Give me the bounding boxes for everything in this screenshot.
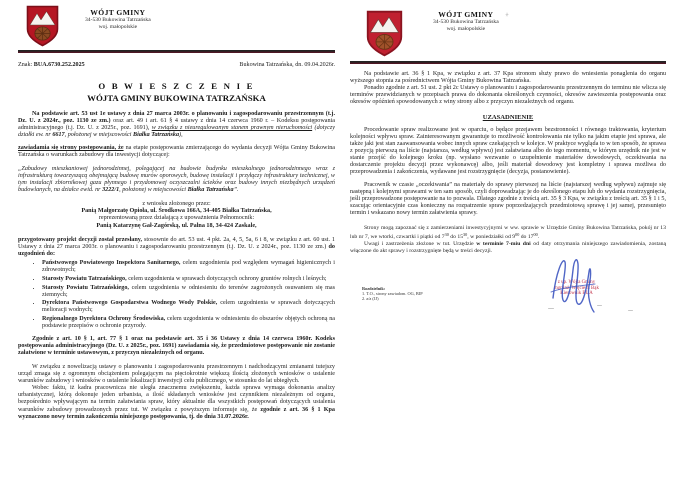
document-title: [18, 81, 335, 103]
legal-basis-normal: oraz art. 49 i art. 61 § 4 ustawy z dnia 14 czerwca 1960 r. – Kodeksu postępowania administracyjnego (t.j. Dz. U. z 2025r., poz. 1691),: [18, 117, 335, 131]
locality-name: Białka Tatrzańska: [133, 132, 180, 139]
paragraph-remarks-deadline: [350, 241, 666, 254]
investment-end: ”.: [233, 187, 239, 193]
legal-basis-italic: (dotyczy działki ew. nr: [18, 124, 335, 139]
agreement-purpose: celem uzgodnienia w sprawach dotyczących melioracji wodnych;: [42, 300, 336, 314]
agreement-authority: Państwowego Powiatowego Inspektora Sanitarnego,: [42, 260, 181, 267]
inspection-text3: , w poniedziałki od 9: [467, 234, 516, 241]
new-deadline-bold: zgodnie z art. 36 § 1 Kpa wyznaczono nowy termin zakończenia niniejszego postępowania, tj. do dnia 31.07.2026r.: [18, 406, 335, 420]
legal-basis-bold: Na podstawie art. 53 ust 1e ustawy z dnia 27 marca 2003r. o planowaniu i zagospodarowaniu przestrzennym (t.j. Dz. U. z 2024r., poz. 1130 ze zm.): [18, 110, 335, 124]
distribution-list: [362, 286, 423, 301]
letterhead-text: [85, 5, 151, 30]
remarks-normal: Uwagi i zastrzeżenia złożone w tut. Urzędzie: [364, 240, 477, 247]
agreement-authority: Starosty Powiatu Tatrzańskiego,: [42, 275, 127, 282]
paragraph-new-deadline: [18, 385, 335, 421]
list-item: [42, 300, 335, 314]
document-title-line1: O B W I E S Z C Z E N I E: [98, 80, 255, 91]
legal-basis-underlined: w związku z nieuregulowanym stanem prawnym nieruchomości: [151, 124, 313, 131]
signature-block: [529, 256, 624, 326]
office-address: 34-530 Bukowina Tatrzańska: [433, 19, 499, 25]
distribution-item: 2. a/a (JJ): [362, 296, 379, 302]
agreements-list: [34, 260, 335, 330]
paragraph-clerk-workflow: Pracownik w czasie „oczekiwania” na materiały do sprawy pierwszej na liście (najstarszej według wpływu) zajmuje się następną i kolejnymi sprawami w ten sam sposób, czyli doprowadzając je do określonego etapu lub do wydania rozstrzygnięcia, jeśli przeprowadzone postępowanie na to pozwala. Dlatego zgodnie z treścią art. 35 § 3 Kpa, w związku z treścią art. 35 § 1 i 5, szacując orientacyjnie czas konieczny na rozpatrzenie spraw poprzedzających przedmiotową sprawę i jej samej, przesunięto termin i wskazano nowy termin załatwienia sprawy.: [350, 181, 666, 217]
office-name: WÓJT GMINY: [438, 10, 494, 19]
stamp-authorization: z up. Wójta Gminy: [557, 280, 596, 286]
inspection-text4: do 17: [519, 234, 534, 241]
page-footer: [350, 254, 666, 344]
handwritten-signature: [547, 252, 599, 314]
page-1: [18, 0, 335, 480]
place-date: Bukowina Tatrzańska, dn. 09.04.2026r.: [239, 61, 335, 68]
list-item: [42, 276, 335, 283]
distribution-title: Rozdzielnik:: [362, 286, 386, 292]
legal-basis-end: ),: [179, 132, 183, 139]
investment-text: „Zabudowy mieszkaniowej jednorodzinnej, polegającej na budowie budynku mieszkalnego jednorodzinnego wraz z infrastrukturą towarzyszącą obejmującą budowę murów oporowych, budowę instalacji i przyłączy infrastruktury technicznej, w tym instalacji zbiornikowej gazu płynnego i przydomowej oczyszczalni ścieków oraz budowy innych niezbędnych urządzeń budowlanych, na działce ewid. nr: [18, 165, 335, 193]
list-item: [42, 316, 335, 330]
paragraph-investment-description: [18, 166, 335, 195]
header-rule: [18, 50, 335, 53]
investment-locality: Białka Tatrzańska: [187, 187, 234, 193]
paragraph-legal-basis: [18, 111, 335, 140]
inspection-text: Strony mogą zapoznać się z zamierzeniami inwestycyjnymi w ww. sprawie w Urzędzie Gminy Bukowina Tatrzańska, pokój nr 13 lub nr 7, we wtorki, czwartki i piątki od 7: [350, 225, 666, 241]
agreement-purpose: celem uzgodnienia w odniesieniu do obszarów objętych ochroną na podstawie przepisów o ochronie przyrody.: [42, 315, 335, 329]
applicant-intro: z wniosku złożonego przez:: [142, 201, 211, 208]
document-title-line2: WÓJTA GMINY BUKOWINA TATRZAŃSKA: [87, 92, 266, 103]
inspection-text2: do 15: [448, 234, 464, 241]
office-name: WÓJT GMINY: [90, 8, 146, 17]
letterhead-text: [433, 10, 499, 32]
list-item: [42, 285, 335, 299]
paragraph-workload: W związku z nowelizacją ustawy o planowaniu i zagospodarowaniu przestrzennym i nadchodzącymi zmianami tutejszy urząd zmaga się z ogromnym obciążeniem polegającym na pięciokrotnie większą ilością złożonych wniosków o ustalenie warunków zabudowy i wniosków o ustalenie lokalizacji inwestycji celu publicznego, w stosunku do lat ubiegłych.: [18, 363, 335, 384]
remarks-normal2: od daty otrzymania niniejszego zawiadomienia, zostaną włączone do akt sprawy i rozstrzygnięte będą w treści decyzji.: [350, 240, 666, 254]
applicant-name: Panią Małgorzatę Opioła, ul. Środkowa 166A, 34-405 Białka Tatrzańska,: [81, 208, 272, 215]
agreement-authority: Regionalnego Dyrektora Ochrony Środowiska,: [42, 315, 166, 322]
agreement-purpose: celem uzgodnienia w odniesieniu do terenów zagrożonych osuwaniem się mas ziemnych;: [42, 284, 335, 298]
plot-number: 6617: [52, 132, 65, 139]
page-2: [350, 0, 666, 480]
justification-heading-text: UZASADNIENIE: [482, 114, 534, 122]
stamp-signer-name: mgr inż. Wojciech Bąk: [554, 285, 599, 291]
paragraph-appeal-right: Na podstawie art. 36 § 1 Kpa, w związku z art. 37 Kpa stronom służy prawo do wniesienia ponaglenia do organu wyższego stopnia za pośrednictwem Wójta Gminy Bukowina Tatrzańska.: [350, 70, 666, 84]
case-number: [18, 62, 85, 68]
inspection-end: .: [537, 234, 540, 241]
paragraph-delay-notice: Zgodnie z art. 10 § 1, art. 77 § 1 oraz na podstawie art. 35 i 36 Ustawy z dnia 14 czerwca 1960r. Kodeks postępowania administracyjnego (Dz. U. z 2025r., poz. 1691) zawiadamia się, że przedmiotowe postępowanie nie zostanie załatwione w terminie ustawowym, z przyczyn niezależnych od organu.: [18, 336, 335, 357]
letterhead: [18, 0, 335, 47]
stamp-signer-title: Kierownik BUA: [560, 291, 593, 297]
case-number-value: BUA.6730.252.2025: [33, 61, 85, 68]
paragraph-draft-decision: [18, 237, 335, 258]
paragraph-notification: [18, 145, 335, 159]
scan-artifact: [597, 305, 602, 306]
gmina-crest-icon: [366, 10, 403, 57]
list-item: [42, 260, 335, 274]
agreement-purpose: celem uzgodnienia w sprawach dotyczących ochrony gruntów rolnych i leśnych;: [126, 275, 327, 282]
case-number-label: Znak:: [18, 61, 33, 68]
gmina-crest-icon: [26, 5, 59, 47]
justification-heading: [350, 114, 666, 121]
legal-basis-italic2: , położonej w miejscowości: [64, 132, 134, 139]
draft-decision-bold: przygotowany projekt decyzji został przesłany,: [18, 236, 143, 243]
time-superscript: 30: [463, 232, 468, 238]
letterhead: [350, 0, 666, 57]
time-superscript: 00: [533, 232, 538, 238]
notification-bold: zawiadamia się strony postępowania, że: [18, 145, 124, 152]
scan-artifact: [628, 310, 633, 311]
agreement-purpose: celem uzgodnienia pod względem wymagań higienicznych i zdrowotnych;: [42, 260, 335, 274]
representative-name: Panią Katarzynę Gał-Zagórską, ul. Palna 18, 34-424 Zaskale,: [96, 222, 257, 229]
paragraph-term-exclusions: Ponadto zgodnie z art. 51 ust. 2 pkt 2c Ustawy o planowaniu i zagospodarowaniu przestrzennym do terminu nie wlicza się terminów przewidzianych w przepisach prawa do dokonania określonych czynności, okresów zawieszenia postępowania oraz okresów opóźnień spowodowanych z winy strony albo z przyczyn niezależnych od organu.: [350, 84, 666, 106]
representative-intro: reprezentowaną przez działającą z upoważnienia Pełnomocnik:: [98, 215, 255, 222]
office-voivodeship: woj. małopolskie: [98, 23, 138, 30]
time-superscript: 30: [444, 232, 449, 238]
agreement-authority: Dyrektora Państwowego Gospodarstwa Wodnego Wody Polskie,: [42, 300, 218, 307]
scan-artifact: [548, 308, 554, 309]
agreements-lead: do uzgodnień do:: [18, 243, 335, 258]
notification-normal: na etapie postępowania zmierzającego do wydania decyzji Wójta Gminy Bukowina Tatrzańska o warunkach zabudowy dla inwestycji dotyczącej:: [18, 145, 335, 159]
time-superscript: 00: [515, 232, 520, 238]
draft-decision-normal: stosownie do art. 53 ust. 4 pkt. 2a, 4, 5, 5a, 6 i 8, w związku z art. 60 ust. 1 Ustawy z dnia 27 marca 2003r. o planowaniu i zagospodarowaniu przestrzennym (t.j. Dz. U. z 2024r., poz. 1130 ze zm.): [18, 236, 336, 250]
agreement-authority: Starosty Powiatu Tatrzańskiego,: [42, 284, 129, 291]
remarks-bold: w terminie 7-miu dni: [476, 240, 531, 247]
new-deadline-normal: Wobec faktu, iż kadra pracownicza nie uległa znacznemu zwiększeniu, każda sprawa wymaga dokonania analizy urbanistycznej, którą dokonuje jeden urbanista, a ilość składanych wniosków jest czynnikiem niezależnym od organu, bezpośrednio wpływającym na termin załatwiania spraw, który aktualnie dla wszystkich postępowań dotyczących ustalenia warunków zabudowy prowadzonych przez tut. W związku z powyższym informuje się, że: [18, 385, 335, 413]
distribution-item: 1. T.O., strony zawiadom. OG, BIP: [362, 291, 423, 297]
header-rule: [350, 61, 666, 64]
office-voivodeship: woj. małopolskie: [446, 25, 486, 32]
paragraph-inspection-info: [350, 225, 666, 240]
investment-text2: , położonej w miejscowości: [119, 187, 188, 193]
reference-row: [18, 62, 335, 68]
investment-plot-number: 3222/1: [102, 187, 120, 193]
office-address: 34-530 Bukowina Tatrzańska: [85, 17, 151, 23]
paragraph-processing-order: Procedowanie spraw realizowane jest w oparciu, o będące przejawem bezstronności i równego traktowania, kryterium kolejności wpływu spraw. Zainteresowanym gwarantuje to możliwość kontrolowania nie tylko na jakim etapie jest sprawa, ale także jaki jest stan zaawansowania wobec innych spraw czekających w kolejce. W praktyce wygląda to w ten sposób, że sprawa z pozycją pierwszą na liście (najstarsza, według wpływu) jest załatwiana albo do tego momentu, w którym urzędnik nie jest w stanie przejść do kolejnego kroku (np. wysłano wezwanie o uzupełnienie materiałów dowodowych, oczekiwania na dostarczenie projektu decyzji przez wykonawcę) albo, jeśli materiał dowodowy jest kompletny i sprawa możliwa do przeprowadzenia i zakończenia, wydawane jest rozstrzygnięcie (decyzja, postanowienie).: [350, 126, 666, 176]
